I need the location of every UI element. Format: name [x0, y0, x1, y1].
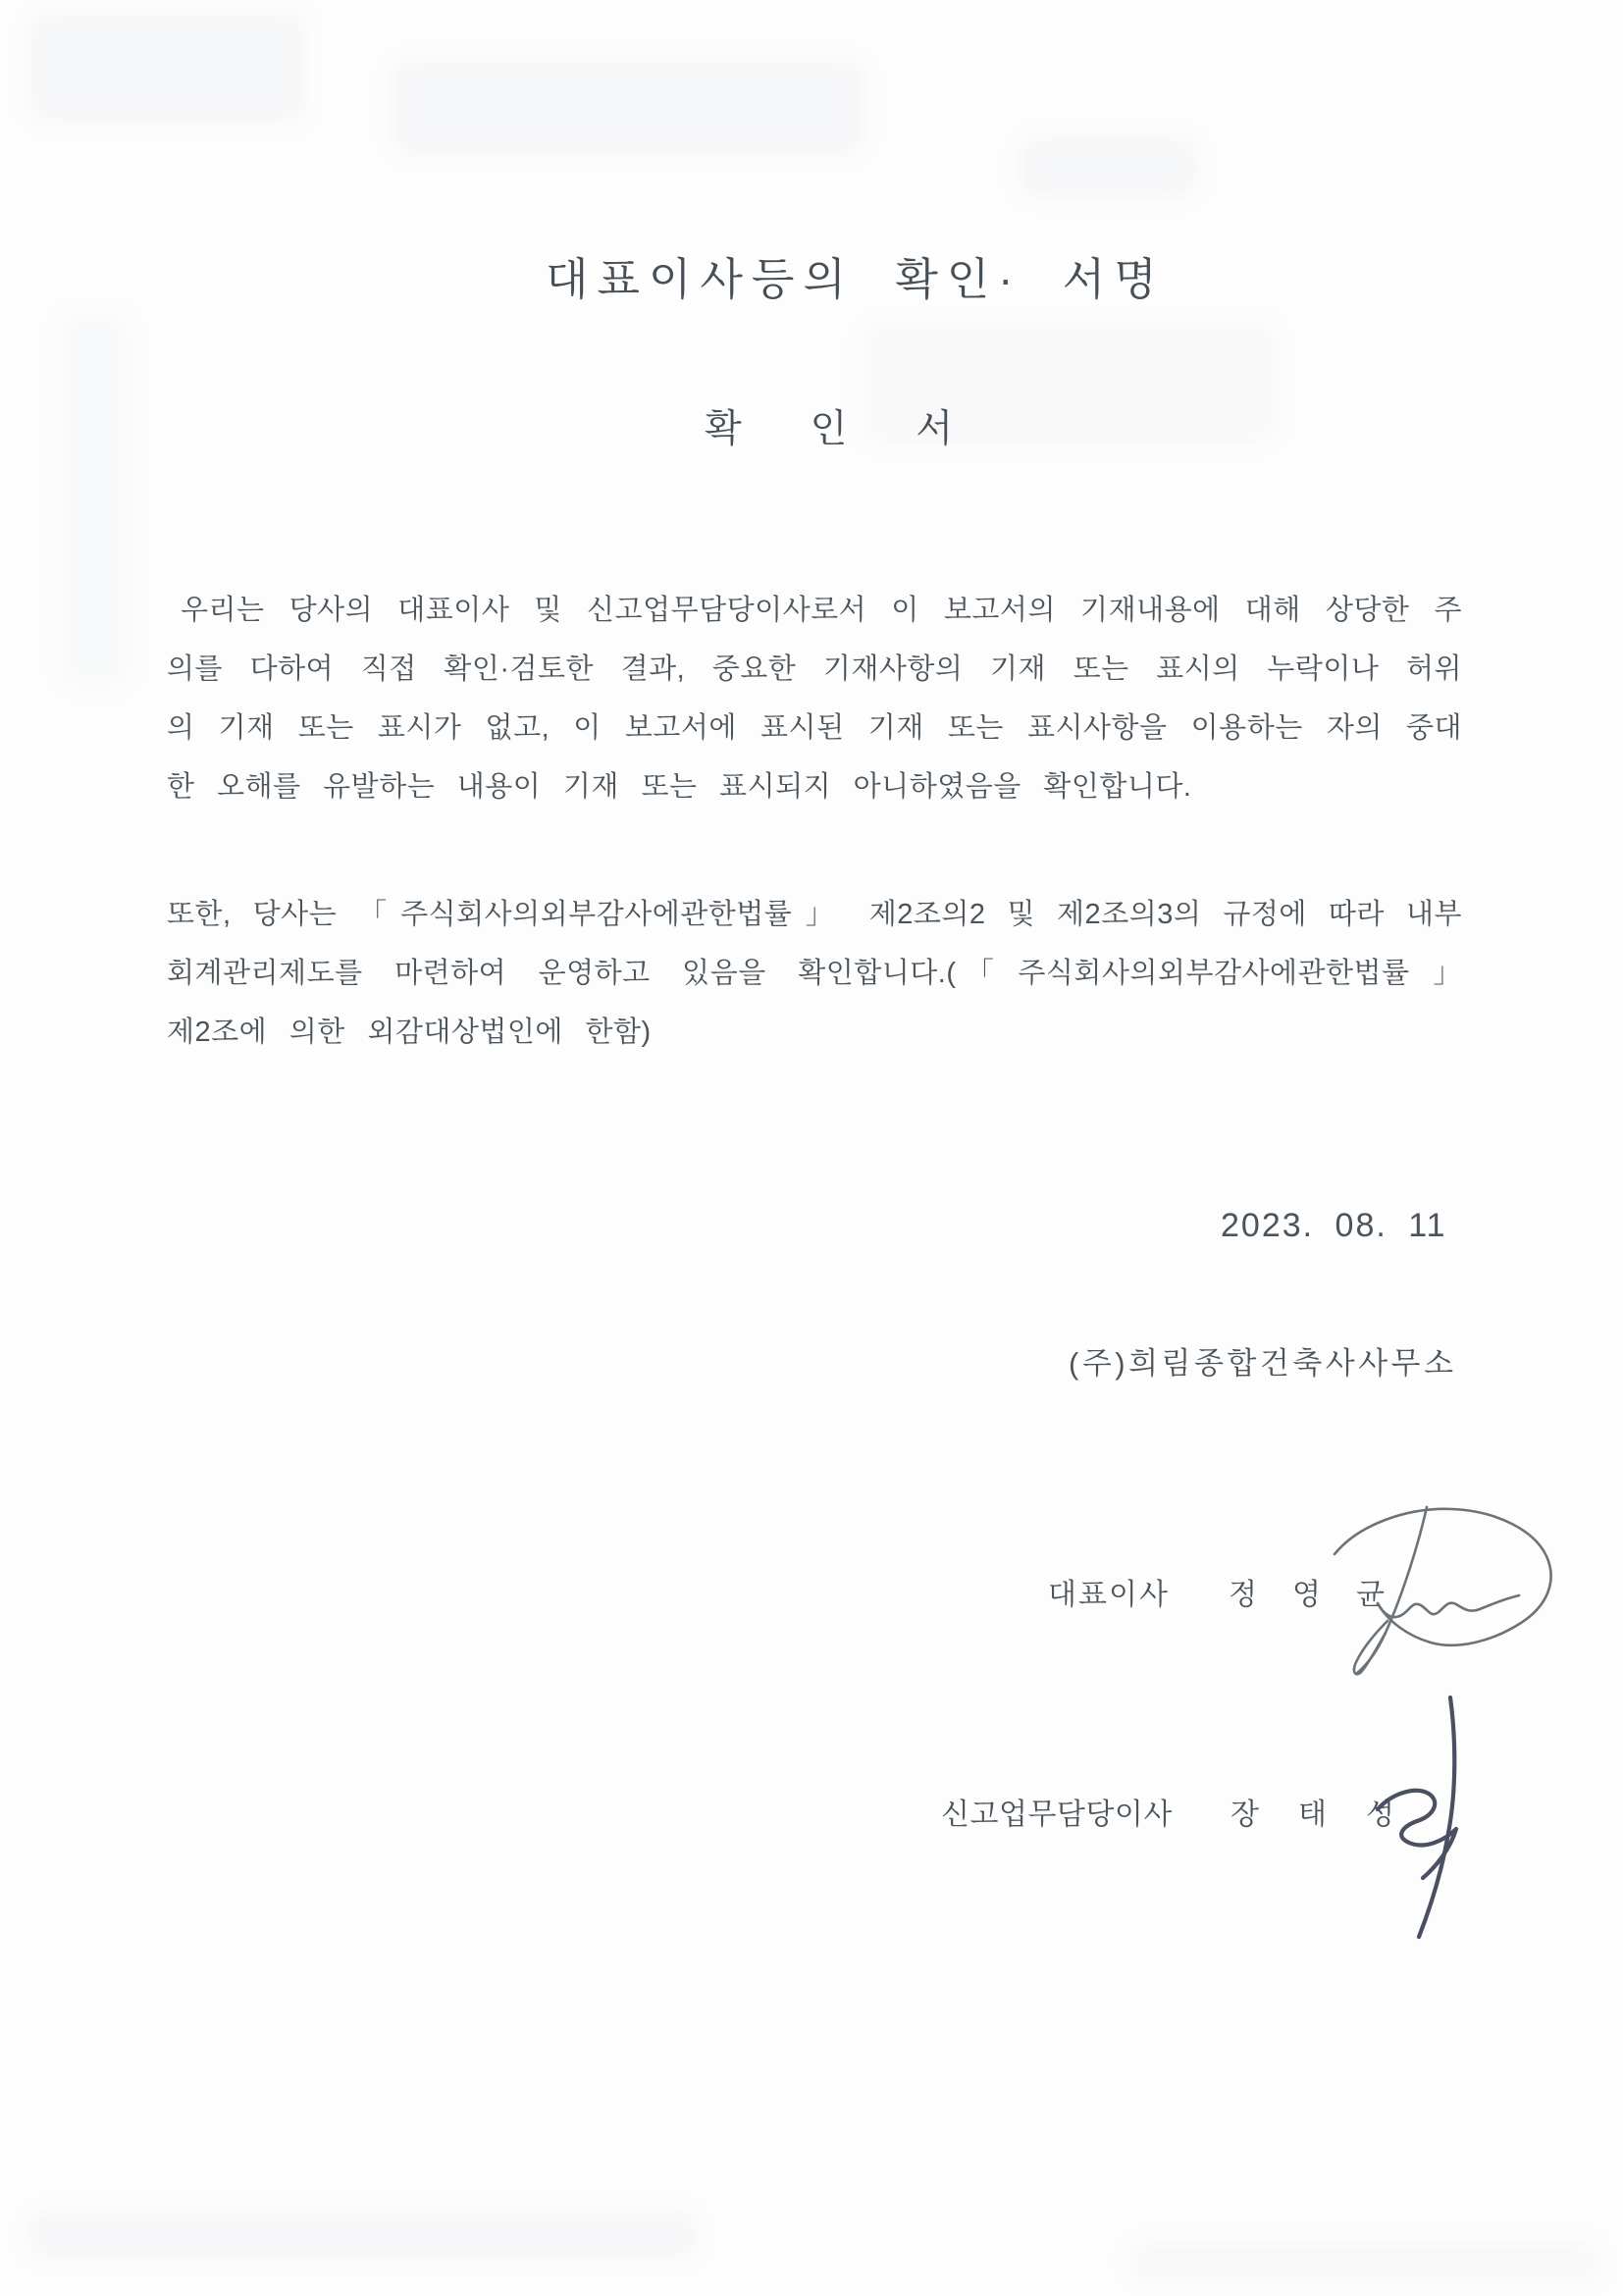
signer-role-officer: 신고업무담당이사 — [941, 1799, 1173, 1831]
confirmation-paragraph-1 — [167, 581, 1462, 816]
paragraph-line: 제2조에 의한 외감대상법인에 한함) — [167, 1017, 652, 1048]
paragraph-line: 의를 다하여 직접 확인·검토한 결과, 중요한 기재사항의 기재 또는 표시의 누락이나 허위 — [167, 653, 1462, 685]
paragraph-line: 우리는 당사의 대표이사 및 신고업무담당이사로서 이 보고서의 기재내용에 대해 상당한 주 — [181, 595, 1462, 626]
signer-role-ceo: 대표이사 — [1048, 1579, 1170, 1611]
paragraph-line: 회계관리제도를 마련하여 운영하고 있음을 확인합니다.(「주식회사의외부감사에관한법률」 — [167, 958, 1462, 989]
scan-artifact — [61, 314, 130, 687]
paragraph-line: 의 기재 또는 표시가 없고, 이 보고서에 표시된 기재 또는 표시사항을 이용하는 자의 중대 — [167, 712, 1462, 744]
scan-artifact — [1128, 2242, 1599, 2281]
signer-name-ceo: 정영균 — [1229, 1579, 1420, 1611]
scan-artifact — [29, 2213, 697, 2258]
scan-artifact — [1021, 137, 1197, 196]
scan-artifact — [29, 14, 304, 122]
document-title: 대표이사등의 확인· 서명 — [546, 254, 1166, 304]
company-name: (주)희림종합건축사사무소 — [1069, 1346, 1457, 1381]
scan-artifact — [393, 61, 864, 154]
document-date: 2023. 08. 11 — [1221, 1207, 1447, 1244]
paragraph-line: 한 오해를 유발하는 내용이 기재 또는 표시되지 아니하였음을 확인합니다. — [167, 771, 1192, 803]
document-subtitle: 확인서 — [705, 408, 1022, 450]
confirmation-paragraph-2 — [167, 885, 1462, 1062]
paragraph-line: 또한, 당사는 「주식회사의외부감사에관한법률」 제2조의2 및 제2조의3의 규정에 따라 내부 — [167, 899, 1462, 930]
signer-name-officer: 장태성 — [1230, 1799, 1434, 1831]
